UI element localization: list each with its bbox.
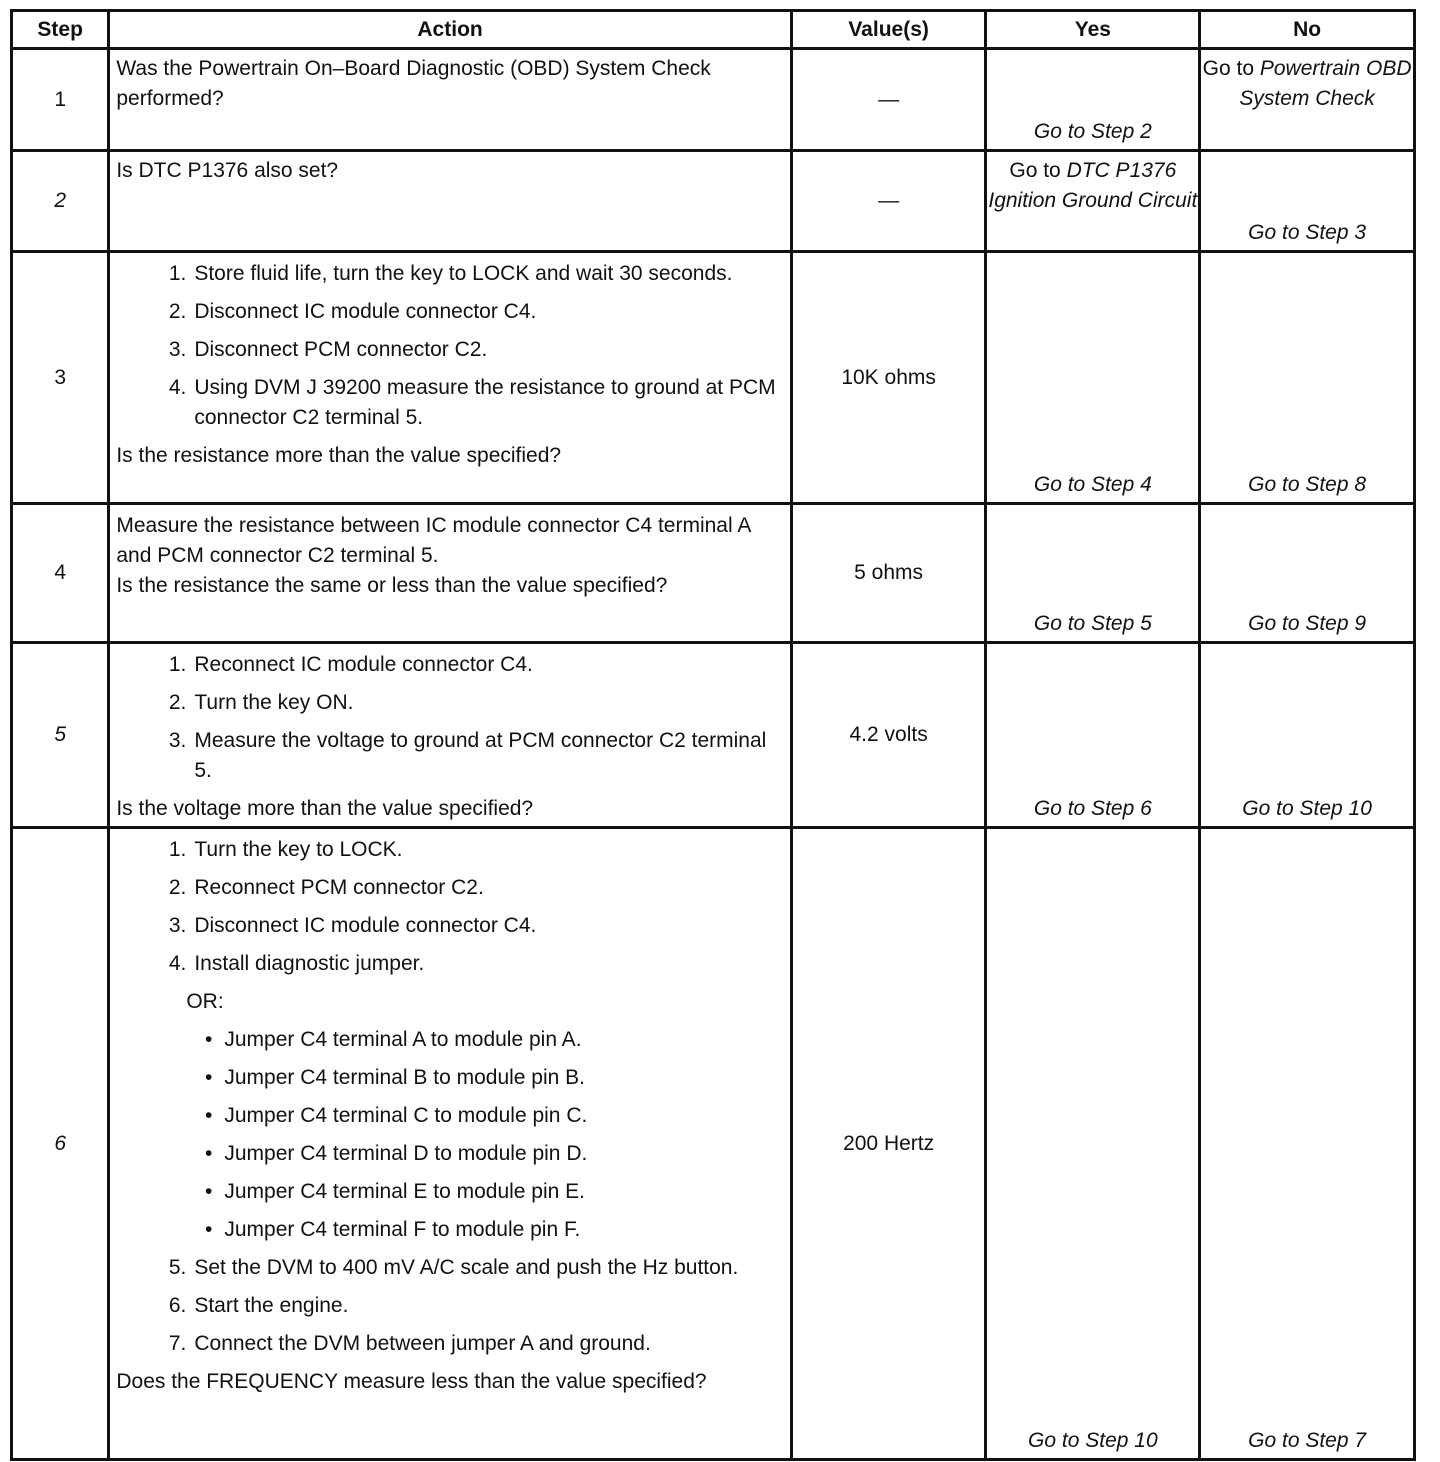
- no-result: Go to Step 3: [1248, 221, 1367, 244]
- list-item: 2. Reconnect PCM connector C2.: [168, 876, 484, 899]
- list-item: 2. Disconnect IC module connector C4.: [168, 300, 537, 323]
- action-question: Does the FREQUENCY measure less than the value specified?: [116, 1370, 707, 1393]
- no-result: Go to Step 9: [1248, 612, 1367, 635]
- table-row: [12, 49, 1415, 151]
- yes-cell: [986, 643, 1200, 828]
- yes-cell: [986, 828, 1200, 1460]
- step-number: 4: [12, 504, 109, 643]
- no-cell: [1200, 49, 1415, 151]
- table-row: [12, 504, 1415, 643]
- jumper-bullets: [116, 1025, 783, 1245]
- action-cell: [109, 252, 791, 504]
- yes-cell: [986, 504, 1200, 643]
- action-cell: [109, 151, 791, 252]
- yes-result: Go to Step 6: [1033, 797, 1152, 820]
- action-text: Measure the resistance between IC module connector C4 terminal A and PCM connector C2 terminal 5.: [116, 514, 751, 567]
- list-item: 1. Reconnect IC module connector C4.: [168, 653, 533, 676]
- list-item: 1. Turn the key to LOCK.: [168, 838, 403, 861]
- value-cell: 5 ohms: [791, 504, 986, 643]
- list-item: 3. Disconnect IC module connector C4.: [168, 914, 537, 937]
- action-steps: [116, 259, 783, 433]
- list-item: 3. Measure the voltage to ground at PCM connector C2 terminal 5.: [168, 729, 767, 782]
- yes-prefix: Go to: [1009, 159, 1067, 182]
- list-item: 5. Set the DVM to 400 mV A/C scale and push the Hz button.: [168, 1256, 739, 1279]
- list-item: 4. Using DVM J 39200 measure the resistance to ground at PCM connector C2 terminal 5.: [168, 376, 776, 429]
- yes-result: Go to Step 4: [1033, 473, 1152, 496]
- no-cell: [1200, 828, 1415, 1460]
- step-number: 3: [12, 252, 109, 504]
- header-step: Step: [12, 11, 109, 49]
- no-cell: [1200, 151, 1415, 252]
- header-row: [12, 11, 1415, 49]
- header-yes: Yes: [986, 11, 1200, 49]
- value-cell: 10K ohms: [791, 252, 986, 504]
- action-cell: [109, 828, 791, 1460]
- action-cell: [109, 643, 791, 828]
- yes-cell: [986, 151, 1200, 252]
- yes-cell: [986, 252, 1200, 504]
- yes-result: [987, 152, 1198, 216]
- list-item: 4. Install diagnostic jumper.: [168, 952, 425, 975]
- action-cell: [109, 49, 791, 151]
- or-label: OR:: [186, 990, 224, 1013]
- no-prefix: Go to: [1202, 57, 1260, 80]
- no-result: Go to Step 8: [1248, 473, 1367, 496]
- list-item: 1. Store fluid life, turn the key to LOCK and wait 30 seconds.: [168, 262, 733, 285]
- list-item: • Jumper C4 terminal D to module pin D.: [204, 1142, 588, 1165]
- list-item: 2. Turn the key ON.: [168, 691, 354, 714]
- table-row: [12, 828, 1415, 1460]
- list-item: 6. Start the engine.: [168, 1294, 349, 1317]
- action-cell: [109, 504, 791, 643]
- action-question: Is the resistance the same or less than the value specified?: [116, 574, 668, 597]
- action-question: Is the resistance more than the value specified?: [116, 444, 562, 467]
- yes-result: Go to Step 10: [1028, 1429, 1158, 1452]
- list-item: • Jumper C4 terminal F to module pin F.: [204, 1218, 581, 1241]
- value-cell: —: [791, 151, 986, 252]
- step-number: 6: [12, 828, 109, 1460]
- table-row: [12, 151, 1415, 252]
- no-cell: [1200, 504, 1415, 643]
- action-text: Is DTC P1376 also set?: [116, 159, 339, 182]
- header-values: Value(s): [791, 11, 986, 49]
- list-item: 3. Disconnect PCM connector C2.: [168, 338, 488, 361]
- no-reference: Powertrain OBD System Check: [1239, 57, 1412, 110]
- list-item: • Jumper C4 terminal B to module pin B.: [204, 1066, 586, 1089]
- action-steps: [116, 835, 783, 979]
- table-row: [12, 643, 1415, 828]
- no-result: Go to Step 7: [1248, 1429, 1367, 1452]
- yes-result: Go to Step 2: [1033, 120, 1152, 143]
- no-cell: [1200, 252, 1415, 504]
- action-text: Was the Powertrain On–Board Diagnostic (OBD) System Check performed?: [116, 57, 711, 110]
- list-item: 7. Connect the DVM between jumper A and ground.: [168, 1332, 651, 1355]
- diagnostic-table: [10, 9, 1416, 1461]
- step-number: 1: [12, 49, 109, 151]
- no-result: Go to Step 10: [1242, 797, 1372, 820]
- header-action: Action: [109, 11, 791, 49]
- list-item: • Jumper C4 terminal C to module pin C.: [204, 1104, 588, 1127]
- step-number: 5: [12, 643, 109, 828]
- action-steps: [116, 650, 783, 786]
- list-item: • Jumper C4 terminal A to module pin A.: [204, 1028, 582, 1051]
- no-cell: [1200, 643, 1415, 828]
- header-no: No: [1200, 11, 1415, 49]
- yes-cell: [986, 49, 1200, 151]
- yes-reference: DTC P1376 Ignition Ground Circuit: [988, 159, 1198, 212]
- no-result: [1201, 50, 1413, 114]
- action-question: Is the voltage more than the value specified?: [116, 797, 534, 820]
- list-item: • Jumper C4 terminal E to module pin E.: [204, 1180, 586, 1203]
- value-cell: 4.2 volts: [791, 643, 986, 828]
- table-row: [12, 252, 1415, 504]
- yes-result: Go to Step 5: [1033, 612, 1152, 635]
- action-steps: [116, 1253, 783, 1359]
- step-number: 2: [12, 151, 109, 252]
- value-cell: 200 Hertz: [791, 828, 986, 1460]
- value-cell: —: [791, 49, 986, 151]
